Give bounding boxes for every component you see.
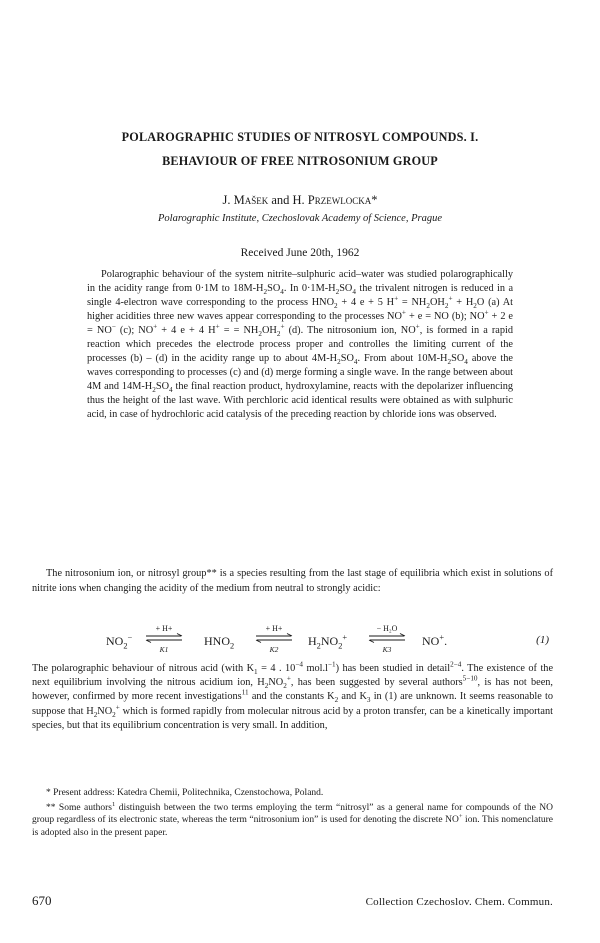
author-2-initial: H. P [292, 193, 315, 207]
abstract [87, 268, 513, 421]
article-title-line-2: BEHAVIOUR OF FREE NITROSONIUM GROUP [162, 154, 438, 168]
affiliation: Polarographic Institute, Czechoslovak Academy of Science, Prague [157, 213, 442, 224]
equilibrium-arrow-k3: − H₂O K3 [367, 624, 407, 656]
equation-nitrosonium: NO+. [422, 633, 448, 648]
equation-1 [32, 622, 553, 658]
footnote-address: * Present address: Katedra Chemii, Politechnika, Czenstochowa, Poland. [46, 788, 324, 798]
nitrosyl-footnote-mark: ** [206, 568, 217, 579]
author-2-surname: rzewlocka [314, 193, 372, 207]
footnotes [32, 787, 553, 841]
received-date: Received June 20th, 1962 [240, 247, 360, 259]
equation-number: (1) [536, 634, 549, 646]
article-title-line-1: POLAROGRAPHIC STUDIES OF NITROSYL COMPOUNDS. I. [121, 130, 479, 144]
author-footnote-mark: * [371, 193, 378, 207]
equation-nitrous-acidium: $H_2NO_2^+$ [308, 633, 348, 651]
page-number: 670 [32, 893, 52, 908]
author-1-initial: J. M [222, 193, 245, 207]
footnote-nomenclature: ** Some authors$^1$ distinguish between the two terms employing the term “nitrosyl” as a general name for compounds of the NO group regardless of its electronic state, whereas the term “nitrosonium ion” is used for denoting the discrete NO+ ion. This nomenclature is adopted also in the present paper. [32, 800, 554, 838]
equation-nitrite: $NO_2^-$ [106, 633, 133, 651]
footnote-divider [32, 778, 553, 779]
intro-paragraph: The nitrosonium ion, or nitrosyl group** is a species resulting from the last stage of equilibria which exist in solutions of nitrite ions when changing the acidity of the medium from neutral to strongly acidic: [32, 568, 553, 594]
author-line [40, 193, 560, 208]
abstract-paragraph: Polarographic behaviour of the system nitrite–sulphuric acid–water was studied polarographically in the acidity range from 0·1M to $18M-H_2SO_4$. In $0\cdot 1M-H_2SO_4$ the trivalent nitrogen is reduced in a single 4-electron wave corresponding to the process $HNO_2 + 4$ e + 5 $H^+ = NH_2OH_2^+ + H_2O$ (a) At higher acidities three new waves appear corresponding to the processes NO+ + e = NO (b); NO+ + 2 e = NO− (c); NO+ + 4 e + 4 H+ = = $NH_2OH_2^+$ (d). The nitrosonium ion, NO+, is formed in a rapid reaction which precedes the electrode process proper and controlles the limiting current of the processes (b) – (d) in the acidity range up to about $4M-H_2SO_4$. From about $10M-H_2SO_4$ above the waves corresponding to processes (c) and (d) merge forming a single wave. In the range between about 4M and $14M-H_2SO_4$ the final reaction product, hydroxylamine, reacts with the depolarizer influencing thus the height of the last wave. With perchloric acid identical results were obtained as with sulphuric acid, in case of hydrochloric acid catalysis of the preceding reaction by chloride ions was observed. [87, 269, 514, 420]
journal-name: Collection Czechoslov. Chem. Commun. [365, 896, 553, 908]
equation-nitrous-acid: $HNO_2$ [204, 634, 235, 651]
equilibrium-arrow-k1: + H+ K1 [144, 624, 184, 656]
body-paragraph: The polarographic behaviour of nitrous acid (with $K_1 = 4$ . $10^{-4}$ $mol.l^{-1}$) has been studied in detail$^{2-4}$. The existence of the next equilibrium involving the nitrous acidium ion, $H_2NO_2^+$, has been suggested by several authors$^{5-10}$, is has not been, however, confirmed by more recent investigations$^{11}$ and the constants $K_2$ and $K_3$ in (1) are unknown. It seems reasonable to suppose that $H_2NO_2^+$ which is formed rapidly from molecular nitrous acid by a proton transfer, can be a kinetically important species, but that its equilibrium concentration is very small. In addition, [32, 660, 554, 731]
equilibrium-arrow-k2: + H+ K2 [254, 624, 294, 656]
author-conjunction: and [268, 193, 293, 207]
author-1-surname: ašek [244, 193, 269, 207]
